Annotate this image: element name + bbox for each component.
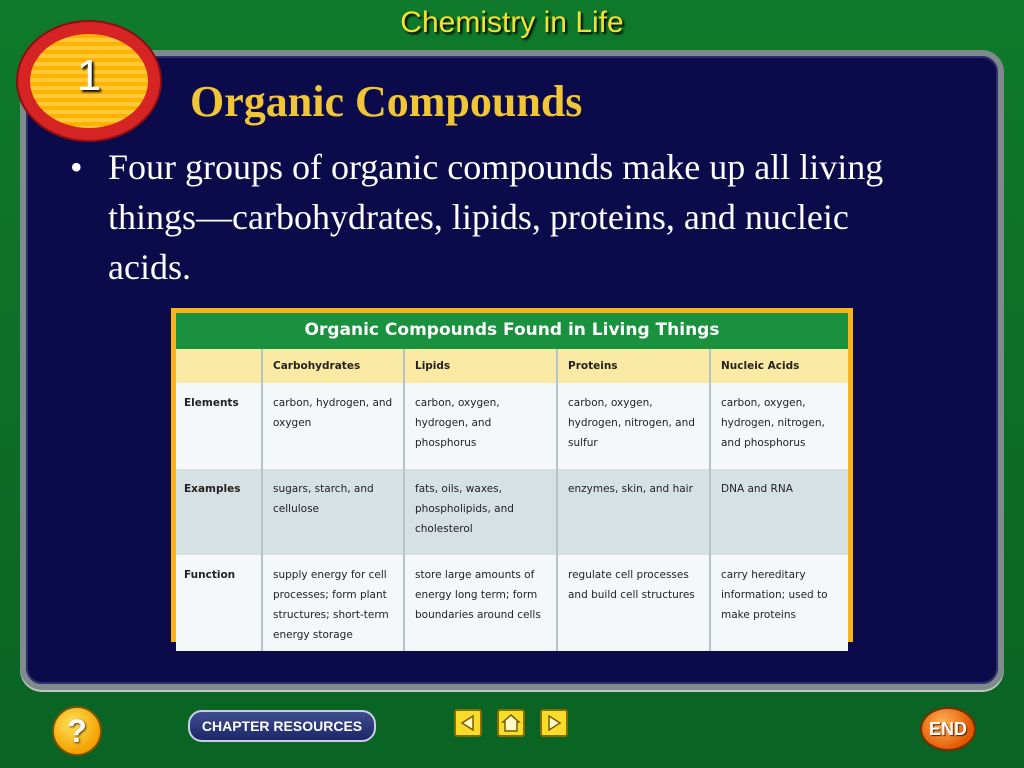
end-button[interactable]: END <box>920 707 976 751</box>
table-header-cell: Proteins <box>557 349 710 383</box>
bullet-point <box>70 142 910 292</box>
table-header-cell: Lipids <box>404 349 557 383</box>
table-cell: carbon, oxygen, hydrogen, and phosphorus <box>404 383 557 469</box>
table-cell: regulate cell processes and build cell structures <box>557 555 710 651</box>
chapter-resources-button[interactable]: CHAPTER RESOURCES <box>188 710 376 742</box>
table-cell: carbon, oxygen, hydrogen, nitrogen, and phosphorus <box>710 383 848 469</box>
table-cell: sugars, starch, and cellulose <box>262 469 404 555</box>
house-icon <box>501 713 521 733</box>
table-cell: DNA and RNA <box>710 469 848 555</box>
row-label: Function <box>176 555 262 651</box>
table-header-cell: Nucleic Acids <box>710 349 848 383</box>
triangle-left-icon <box>459 714 477 732</box>
bullet-symbol: • <box>70 147 83 187</box>
previous-button[interactable] <box>454 709 482 737</box>
table-cell: carbon, hydrogen, and oxygen <box>262 383 404 469</box>
table-header-cell <box>176 349 262 383</box>
triangle-right-icon <box>545 714 563 732</box>
table-cell: carbon, oxygen, hydrogen, nitrogen, and sulfur <box>557 383 710 469</box>
row-label: Elements <box>176 383 262 469</box>
table-header-cell: Carbohydrates <box>262 349 404 383</box>
section-number: 1 <box>76 51 102 100</box>
table-cell: carry hereditary information; used to make proteins <box>710 555 848 651</box>
table-header-row <box>176 349 848 383</box>
next-button[interactable] <box>540 709 568 737</box>
table-row <box>176 555 848 651</box>
table-cell: store large amounts of energy long term; form boundaries around cells <box>404 555 557 651</box>
table-cell: enzymes, skin, and hair <box>557 469 710 555</box>
table-caption: Organic Compounds Found in Living Things <box>176 313 848 349</box>
row-label: Examples <box>176 469 262 555</box>
table-grid <box>176 349 848 651</box>
section-badge <box>18 22 160 140</box>
help-button[interactable]: ? <box>52 706 102 756</box>
table-cell: supply energy for cell processes; form plant structures; short-term energy storage <box>262 555 404 651</box>
bullet-text: Four groups of organic compounds make up all living things—carbohydrates, lipids, proteins, and nucleic acids. <box>108 147 884 287</box>
table-row <box>176 469 848 555</box>
table-row <box>176 383 848 469</box>
table-cell: fats, oils, waxes, phospholipids, and cholesterol <box>404 469 557 555</box>
header-title: Chemistry in Life <box>400 6 624 39</box>
section-badge-inner <box>30 34 148 128</box>
compounds-table <box>171 308 853 642</box>
slide-title: Organic Compounds <box>190 77 583 126</box>
home-button[interactable] <box>497 709 525 737</box>
